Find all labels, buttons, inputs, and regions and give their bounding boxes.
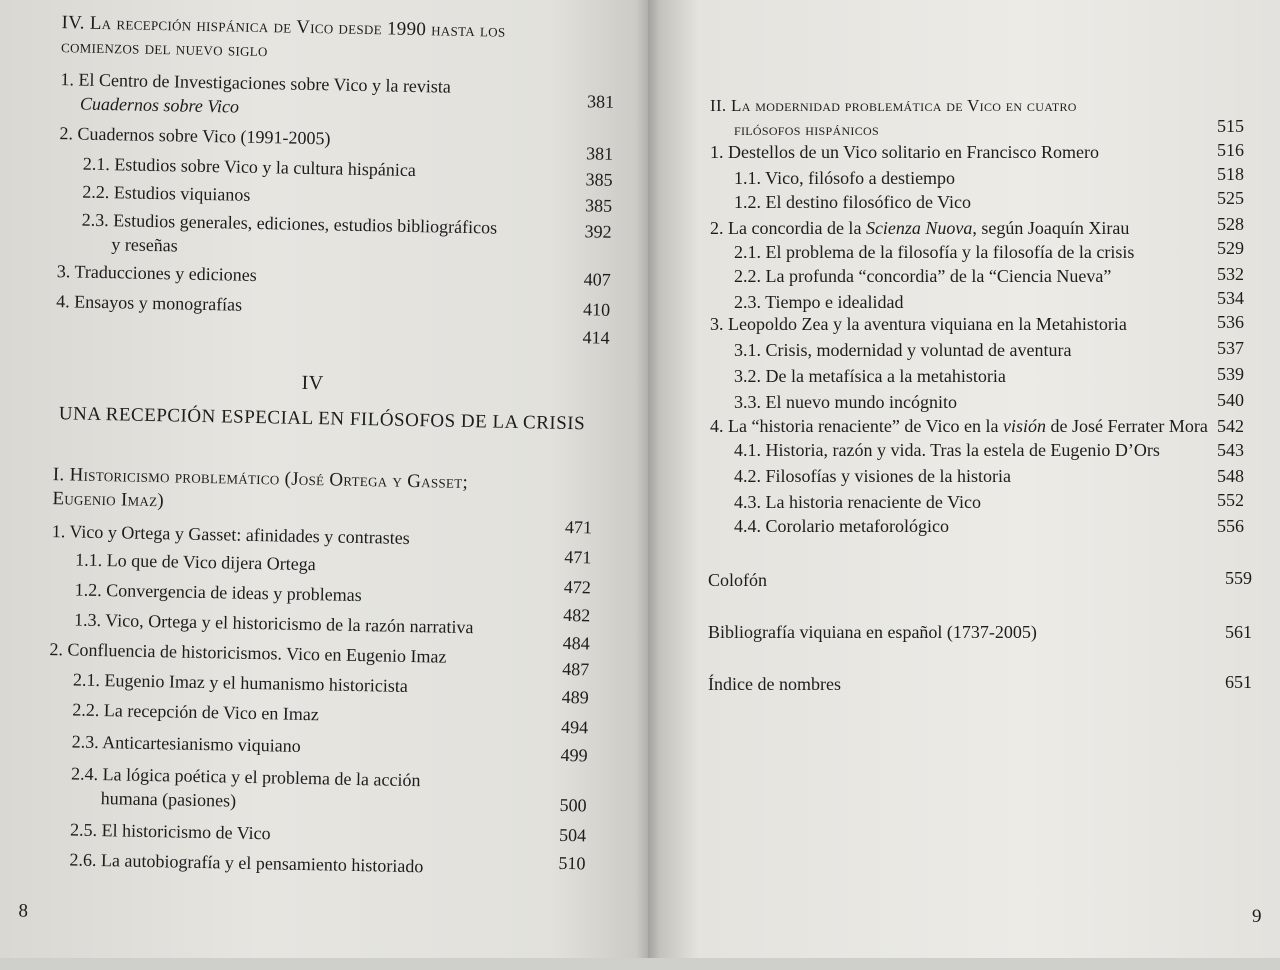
toc-entry-page: 484: [562, 632, 590, 654]
toc-entry-page: 561: [1225, 622, 1252, 642]
section-iv-title-line2: comienzos del nuevo siglo: [60, 36, 268, 62]
toc-entry-page: 500: [559, 794, 587, 816]
section-ii-page: 515: [1217, 116, 1244, 136]
toc-entry-page: 471: [564, 516, 593, 538]
toc-entry-label: 2. Cuadernos sobre Vico (1991-2005): [59, 123, 331, 149]
toc-entry-page: 536: [1217, 312, 1244, 332]
toc-entry-page: 472: [563, 576, 592, 598]
toc-entry-label: Colofón: [708, 570, 768, 590]
toc-entry-label: 4.1. Historia, razón y vida. Tras la estela de Eugenio D’Ors: [734, 440, 1160, 460]
toc-entry-page: 410: [582, 299, 611, 320]
toc-entry-text: , según Joaquín Xirau: [972, 218, 1130, 238]
toc-entry-label: Cuadernos sobre Vico: [79, 93, 240, 117]
toc-entry-label: 4.3. La historia renaciente de Vico: [734, 492, 981, 512]
toc-entry-label: 2.4. La lógica poética y el problema de la acción: [70, 763, 421, 791]
toc-entry-label: 4. Ensayos y monografías: [56, 291, 243, 315]
toc-entry-text: de José Ferrater Mora: [1045, 416, 1208, 436]
toc-entry-page: 525: [1217, 188, 1244, 208]
toc-entry-page: 516: [1217, 140, 1244, 160]
toc-entry-label: 3.1. Crisis, modernidad y voluntad de aventura: [734, 340, 1072, 360]
part-title: UNA RECEPCIÓN ESPECIAL EN FILÓSOFOS DE LA CRISIS: [58, 403, 586, 435]
toc-entry-label: 2.5. El historicismo de Vico: [69, 819, 271, 844]
toc-entry-page: 381: [586, 91, 615, 112]
toc-entry-label: 3. Leopoldo Zea y la aventura viquiana en la Metahistoria: [710, 314, 1127, 334]
toc-entry-page: 534: [1217, 288, 1244, 308]
toc-entry-label: 2.3. Estudios generales, ediciones, estudios bibliográficos: [81, 209, 498, 238]
toc-entry-page: 392: [584, 221, 612, 242]
toc-entry-page: 499: [560, 744, 588, 766]
toc-entry-page: 489: [561, 686, 589, 708]
toc-entry-label: 2.2. Estudios viquianos: [82, 181, 251, 205]
toc-entry-label: [710, 216, 1129, 240]
toc-entry-page: 385: [584, 195, 613, 216]
toc-entry-label: [710, 414, 1208, 438]
toc-entry-label: 1. Vico y Ortega y Gasset: afinidades y contrastes: [51, 521, 410, 548]
toc-entry-page: 518: [1217, 164, 1244, 184]
toc-entry-page: 385: [585, 169, 613, 190]
toc-entry-label: Bibliografía viquiana en español (1737-2005): [708, 622, 1037, 642]
toc-entry-page: 494: [560, 716, 589, 738]
toc-entry-page: 381: [585, 143, 614, 164]
toc-entry-page: 471: [564, 546, 592, 568]
page-number-right: 9: [1252, 906, 1262, 927]
toc-entry-label: 2.6. La autobiografía y el pensamiento historiado: [69, 849, 424, 877]
toc-entry-label: 4.2. Filosofías y visiones de la historia: [734, 466, 1011, 486]
toc-entry-text: 4. La “historia renaciente” de Vico en la: [710, 416, 1003, 436]
right-page: [648, 0, 1280, 958]
page-number-left: 8: [18, 900, 29, 922]
toc-entry-page: 556: [1217, 516, 1244, 536]
toc-entry-page: 539: [1217, 364, 1244, 384]
section-i-title-line2: Eugenio Imaz): [52, 488, 165, 512]
toc-entry-page: 537: [1217, 338, 1244, 358]
toc-entry-label: 3.2. De la metafísica a la metahistoria: [734, 366, 1006, 386]
toc-entry-label: y reseñas: [111, 234, 178, 256]
toc-entry-page: 559: [1225, 568, 1252, 588]
book-gutter-shadow: [636, 0, 660, 958]
toc-entry-label: 2.2. La profunda “concordia” de la “Ciencia Nueva”: [734, 266, 1112, 286]
toc-entry-page: 487: [562, 658, 590, 680]
toc-entry-label: 2.1. El problema de la filosofía y la filosofía de la crisis: [734, 242, 1135, 262]
toc-entry-label: 2.2. La recepción de Vico en Imaz: [72, 699, 320, 725]
section-ii-title-line2: filósofos hispánicos: [734, 120, 879, 139]
toc-entry-page: 532: [1217, 264, 1244, 284]
toc-entry-page: 510: [558, 852, 586, 874]
toc-entry-label: humana (pasiones): [100, 788, 237, 811]
toc-entry-label: 2.3. Tiempo e idealidad: [734, 292, 904, 312]
toc-entry-label: 1. El Centro de Investigaciones sobre Vico y la revista: [60, 69, 452, 97]
toc-entry-page: 542: [1217, 416, 1244, 436]
toc-entry-page: 540: [1217, 390, 1244, 410]
toc-entry-italic: visión: [1002, 416, 1046, 436]
toc-entry-page: 407: [583, 269, 611, 290]
toc-entry-page: 552: [1217, 490, 1244, 510]
toc-entry-label: 2.1. Estudios sobre Vico y la cultura hispánica: [82, 153, 417, 181]
toc-entry-page: 504: [558, 824, 587, 846]
section-iv-title-line1: IV. La recepción hispánica de Vico desde 1990 hasta los: [61, 12, 506, 42]
toc-entry-label: 1.2. Convergencia de ideas y problemas: [74, 579, 362, 606]
toc-entry-page: 528: [1217, 214, 1244, 234]
section-i-title-line1: I. Historicismo problemático (José Ortega y Gasset;: [52, 464, 469, 494]
section-ii-title-line1: II. La modernidad problemática de Vico en cuatro: [710, 96, 1077, 115]
toc-entry-label: 2.1. Eugenio Imaz y el humanismo historicista: [72, 669, 409, 696]
left-page: [0, 0, 648, 958]
toc-entry-page: 414: [582, 327, 610, 348]
toc-entry-label: 1.2. El destino filosófico de Vico: [734, 192, 972, 212]
toc-entry-page: 651: [1225, 672, 1252, 692]
toc-entry-label: 1.1. Vico, filósofo a destiempo: [734, 168, 956, 188]
toc-entry-label: 2.3. Anticartesianismo viquiano: [71, 731, 301, 756]
toc-entry-label: 4.4. Corolario metaforológico: [734, 516, 949, 536]
toc-entry-text: 2. La concordia de la: [710, 218, 866, 238]
toc-entry-label: 3.3. El nuevo mundo incógnito: [734, 392, 957, 412]
toc-entry-label: 1.1. Lo que de Vico dijera Ortega: [75, 549, 316, 575]
part-number: IV: [301, 371, 324, 395]
toc-entry-label: 1.3. Vico, Ortega y el historicismo de la razón narrativa: [73, 609, 474, 638]
toc-entry-label: Índice de nombres: [708, 674, 841, 694]
toc-entry-label: 2. Confluencia de historicismos. Vico en Eugenio Imaz: [49, 639, 447, 667]
toc-entry-page: 529: [1217, 238, 1244, 258]
toc-entry-page: 543: [1217, 440, 1244, 460]
toc-entry-page: 482: [563, 604, 591, 626]
toc-entry-label: 3. Traducciones y ediciones: [56, 261, 257, 285]
toc-entry-page: 548: [1217, 466, 1244, 486]
toc-entry-italic: Scienza Nuova: [865, 218, 973, 238]
toc-entry-label: 1. Destellos de un Vico solitario en Francisco Romero: [710, 142, 1100, 162]
